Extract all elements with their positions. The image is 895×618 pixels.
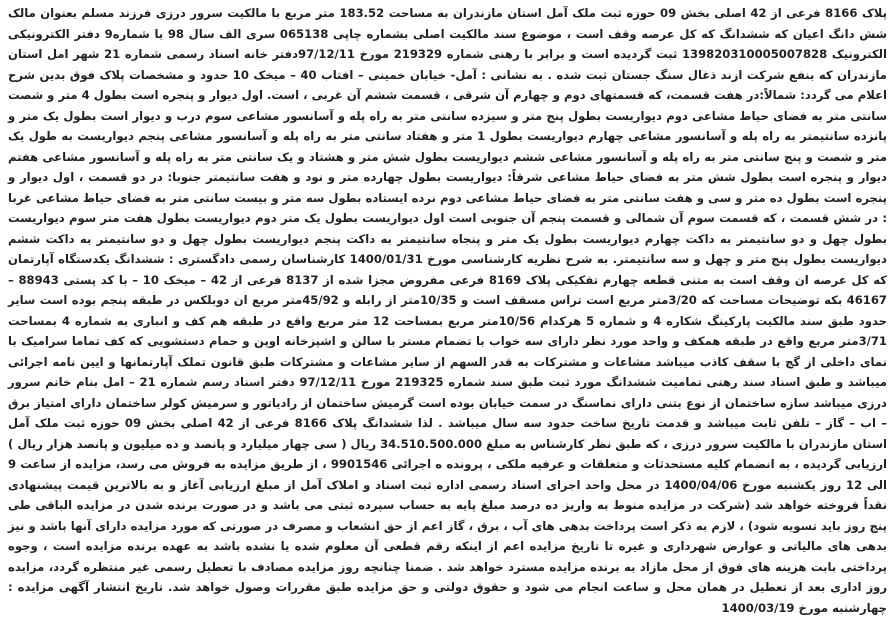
auction-notice-document [8, 3, 888, 615]
auction-notice-text: پلاک 8166 فرعی از 42 اصلی بخش 09 حوزه ثبت ملک آمل استان مازندران به مساحت 183.52 متر مربع با مالکیت سرور درزی فرزند مسلم بعنوان مالک شش دانگ اعیان که ششدانگ که کل عرصه وقف است ، موضوع سند مالکیت اصلی بشماره چاپی 065138 سری الف سال 98 با شماره9 دفتر الکترونیکی الکترونیک 139820310005007828 ثبت گردیده است و برابر با رهنی شماره 219329 مورخ 97/12/11دفتر خانه اسناد رسمی شماره 21 شهر امل استان مازندران که بنفع شرکت ازند ذغال سنگ جستان ثبت شده . به نشانی : آمل- خیابان خمینی – افتاب 40 – میخک 10 حدود و مشخصات پلاک فوق بدین شرح اعلام می گردد: شمالاً:در هفت قسمت، که قسمتهای دوم و چهارم آن شرقی ، قسمت ششم آن غربی ، است. اول دیوار و پنجره است بطول 4 متر و شصت سانتی متر به فضای حیاط مشاعی دوم دیواریست بطول پنج متر و سیزده سانتی متر به راه پله و آسانسور مشاعی سوم درب و دیوار است بطول یک متر و پانزده سانتیمتر به راه پله و آسانسور مشاعی چهارم دیواریست بطول 1 متر و هفتاد سانتی متر به راه پله و آسانسور مشاعی پنجم دیواریست به طول یک متر و شصت و پنج سانتی متر به راه پله و آسانسور مشاعی ششم دیواریست بطول شش متر و هشتاد و یک سانتی متر به راه پله و آسانسور مشاعی هفتم دیوار و پنجره است بطول شش متر به فضای حیاط مشاعی شرقاً: دیواریست بطول چهارده متر و نود و هفت سانتیمتر جنوبا: در دو قسمت ، اول دیوار و پنجره است بطول ده متر و سی و هفت سانتی متر به فضای حیاط مشاعی دوم نرده ایستاده بطول سه متر و بیست سانتی متر به فضای حیاط مشاعی غربا : در شش قسمت ، که قسمت سوم آن شمالی و قسمت پنجم آن جنوبی است اول دیواریست بطول یک متر دوم دیواریست بطول هفت متر سوم دیواریست بطول چهل و دو سانتیمتر به داکت چهارم دیواریست بطول یک متر و پنجاه سانتیمتر به داکت پنجم دیواریست بطول چهل و دو سانتیمتر به داکت ششم دیواریست بطول پنج متر و چهل و سه سانتیمتر. به شرح نظریه کارشناسی مورخ 1400/01/31 کارشناسان رسمی دادگستری : ششدانگ یکدستگاه آپارتمان که کل عرصه ان وقف است به متنی قطعه چهارم تفکیکی پلاک 8169 فرعی مفروض مجزا شده از 8137 فرعی از 42 – میخک 10 – با کد پستی 88943 – 46167 بکه توضیحات مساحت که 3/20متر مربع است تراس مسقف است و 10/35متر از رابله و 45/92متر مربع ان دوبلکس در طبقه پنجم بوده است سایر حدود طبق سند مالکیت پارکینگ شکاره 4 و شماره 5 هرکدام 10/56متر مربع بمساحت 12 متر مربع واقع در طبقه هم کف و انباری به شماره 4 بمساحت 3/71متر مربع واقع در طبقه همکف و واحد مورد نظر دارای سه خواب با تضمام مستر با سالن و اشپزخانه اوپن و حمام دستشویی که کف تماما سرامیک با نمای داخلی از گچ با سقف کاذب میباشد مشاعات و مشترکات به قدر السهم از سایر مشاعات و مشترکات طبق قانون تملک آپارتمانها و ایین نامه اجرائی میباشد و طبق اسناد سند رهنی تمامیت ششدانگ مورد ثبت طبق سند شماره 219325 مورخ 97/12/11 دفتر اسناد رسم شماره 21 – امل بنام خانم سرور درزی میباشد سازه ساختمان از نوع بتنی دارای نماسنگ در سمت خیابان بوده است گرمیش ساختمان از رادیاتور و سرمیش کولر ساختمان دارای امتیاز برق – اب – گاز – تلفن ثابت میباشد و قدمت تاریخ ساخت حدود سه سال میباشد . لذا ششدانگ پلاک 8166 فرعی از 42 اصلی بخش 09 حوزه ثبت ملک آمل استان مازندران با مالکیت سرور درزی ، که طبق نظر کارشناس به مبلغ 34.510.500.000 ریال ( سی چهار میلیارد و پانصد و ده میلیون و پانصد هزار ریال ) ارزیابی گردیده ، به انضمام کلیه مستحدثات و متعلقات و عرفیه ملکی ، پرونده ه اجرائی 9901546 ، از طریق مزایده به فروش می رسد، مزایده از ساعت 9 الی 12 روز یکشنبه مورخ 1400/04/06 در محل واحد اجرای اسناد رسمی اداره ثبت اسناد و املاک آمل از مبلغ ارزیابی آغاز و به بالاترین قیمت پیشنهادی نقداً فروخته خواهد شد (شرکت در مزایده منوط به واریز ده درصد مبلغ پایه به حساب سپرده ثبتی می باشد و در صورت برنده شدن در مزایده الباقی طی پنج روز باید تسویه شود) ، لازم به ذکر است پرداخت بدهی های آب ، برق ، گاز اعم از حق انشعاب و مصرف در صورتی که مورد مزایده دارای آنها باشد و نیز بدهی های مالیاتی و عوارض شهرداری و غیره تا تاریخ مزایده اعم از اینکه رقم قطعی آن معلوم شده یا نشده باشد به عهده برنده مزایده است ، وجوه پرداختی بابت هزینه های فوق از محل مازاد به برنده مزایده مسترد خواهد شد . ضمنا چنانچه روز مزایده مصادف با تعطیل رسمی غیر منتظره گردد، مزایده روز اداری بعد از تعطیل در همان محل و ساعت انجام می شود و حقوق دولتی و حق مزایده طبق مقررات وصول خواهد شد. تاریخ انتشار آگهی مزایده : چهارشنبه مورخ 1400/03/19 [8, 6, 888, 615]
